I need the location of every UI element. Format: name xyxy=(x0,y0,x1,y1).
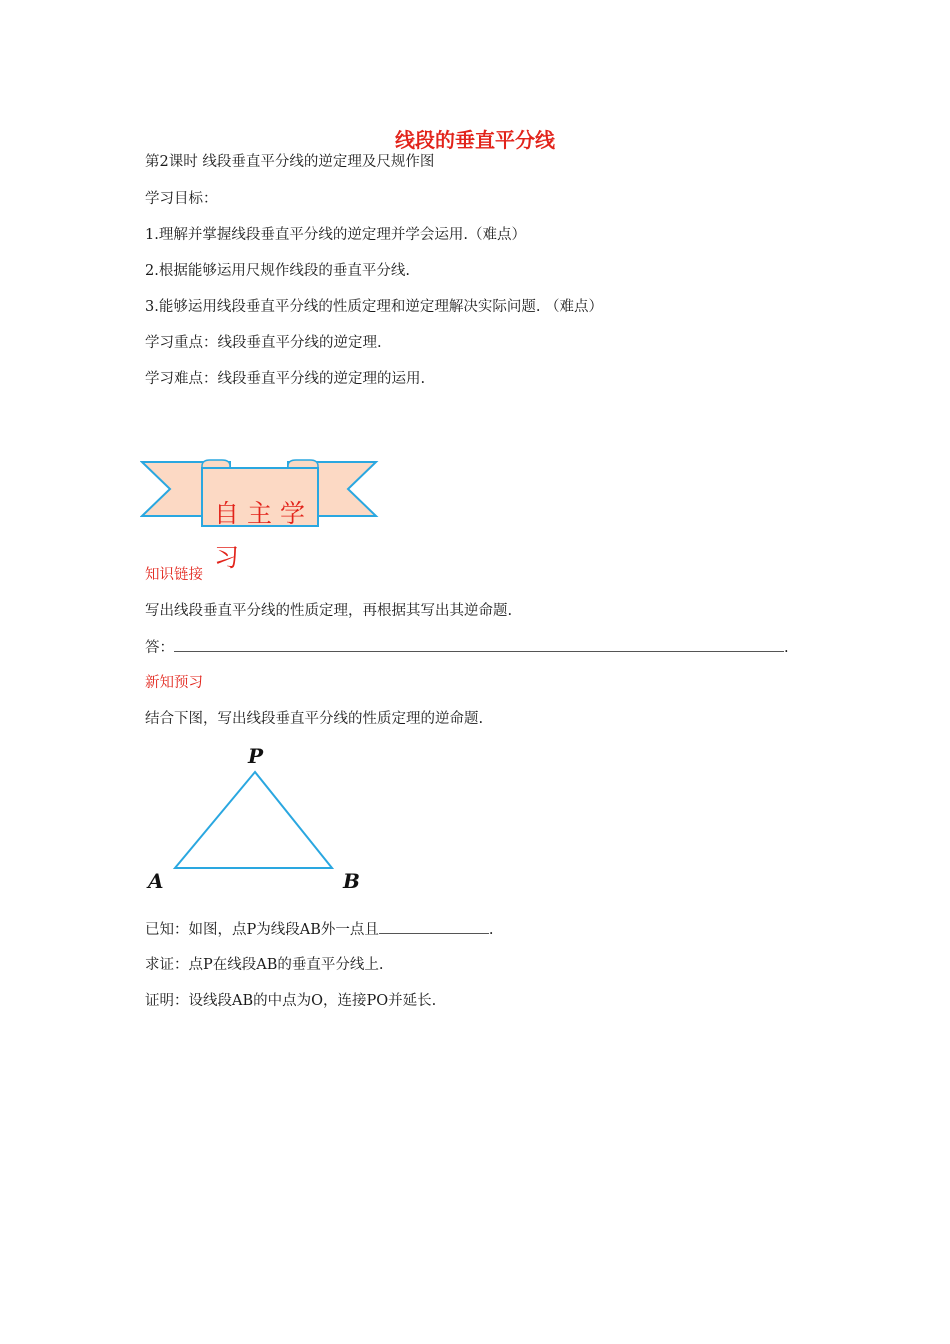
objective-item: 2.根据能够运用尺规作线段的垂直平分线. xyxy=(145,263,410,279)
given-text: 已知：如图，点P为线段AB外一点且 xyxy=(145,922,379,938)
vertex-label-b: B xyxy=(343,869,360,893)
answer-blank[interactable] xyxy=(174,637,784,652)
section-heading-preview: 新知预习 xyxy=(145,675,203,691)
preview-prompt: 结合下图，写出线段垂直平分线的性质定理的逆命题. xyxy=(145,711,484,727)
knowledge-question: 写出线段垂直平分线的性质定理，再根据其写出其逆命题. xyxy=(145,603,513,619)
banner-text-line2: 习 xyxy=(214,543,248,572)
answer-end: . xyxy=(784,640,789,656)
key-point: 学习重点：线段垂直平分线的逆定理. xyxy=(145,335,382,351)
vertex-label-a: A xyxy=(148,869,164,893)
banner-text-line1: 自主学 xyxy=(214,499,314,528)
objectives-heading: 学习目标： xyxy=(145,191,218,207)
page-title: 线段的垂直平分线 xyxy=(395,128,555,152)
vertex-label-p: P xyxy=(248,744,264,768)
lesson-subtitle: 第2课时 线段垂直平分线的逆定理及尺规作图 xyxy=(145,154,435,170)
answer-line xyxy=(145,637,789,658)
given-end: . xyxy=(488,922,494,938)
objective-item: 3.能够运用线段垂直平分线的性质定理和逆定理解决实际问题. （难点） xyxy=(145,299,604,315)
given-blank[interactable] xyxy=(379,919,489,934)
objective-item: 1.理解并掌握线段垂直平分线的逆定理并学会运用.（难点） xyxy=(145,227,526,243)
given-line xyxy=(145,919,494,940)
self-study-banner xyxy=(140,458,385,572)
triangle-figure xyxy=(140,740,380,904)
difficulty: 学习难点：线段垂直平分线的逆定理的运用. xyxy=(145,371,426,387)
prove-line: 求证：点P在线段AB的垂直平分线上. xyxy=(145,957,384,973)
answer-label: 答： xyxy=(145,640,174,656)
proof-line: 证明：设线段AB的中点为O，连接PO并延长. xyxy=(145,993,437,1009)
section-heading-knowledge-link: 知识链接 xyxy=(145,567,203,583)
